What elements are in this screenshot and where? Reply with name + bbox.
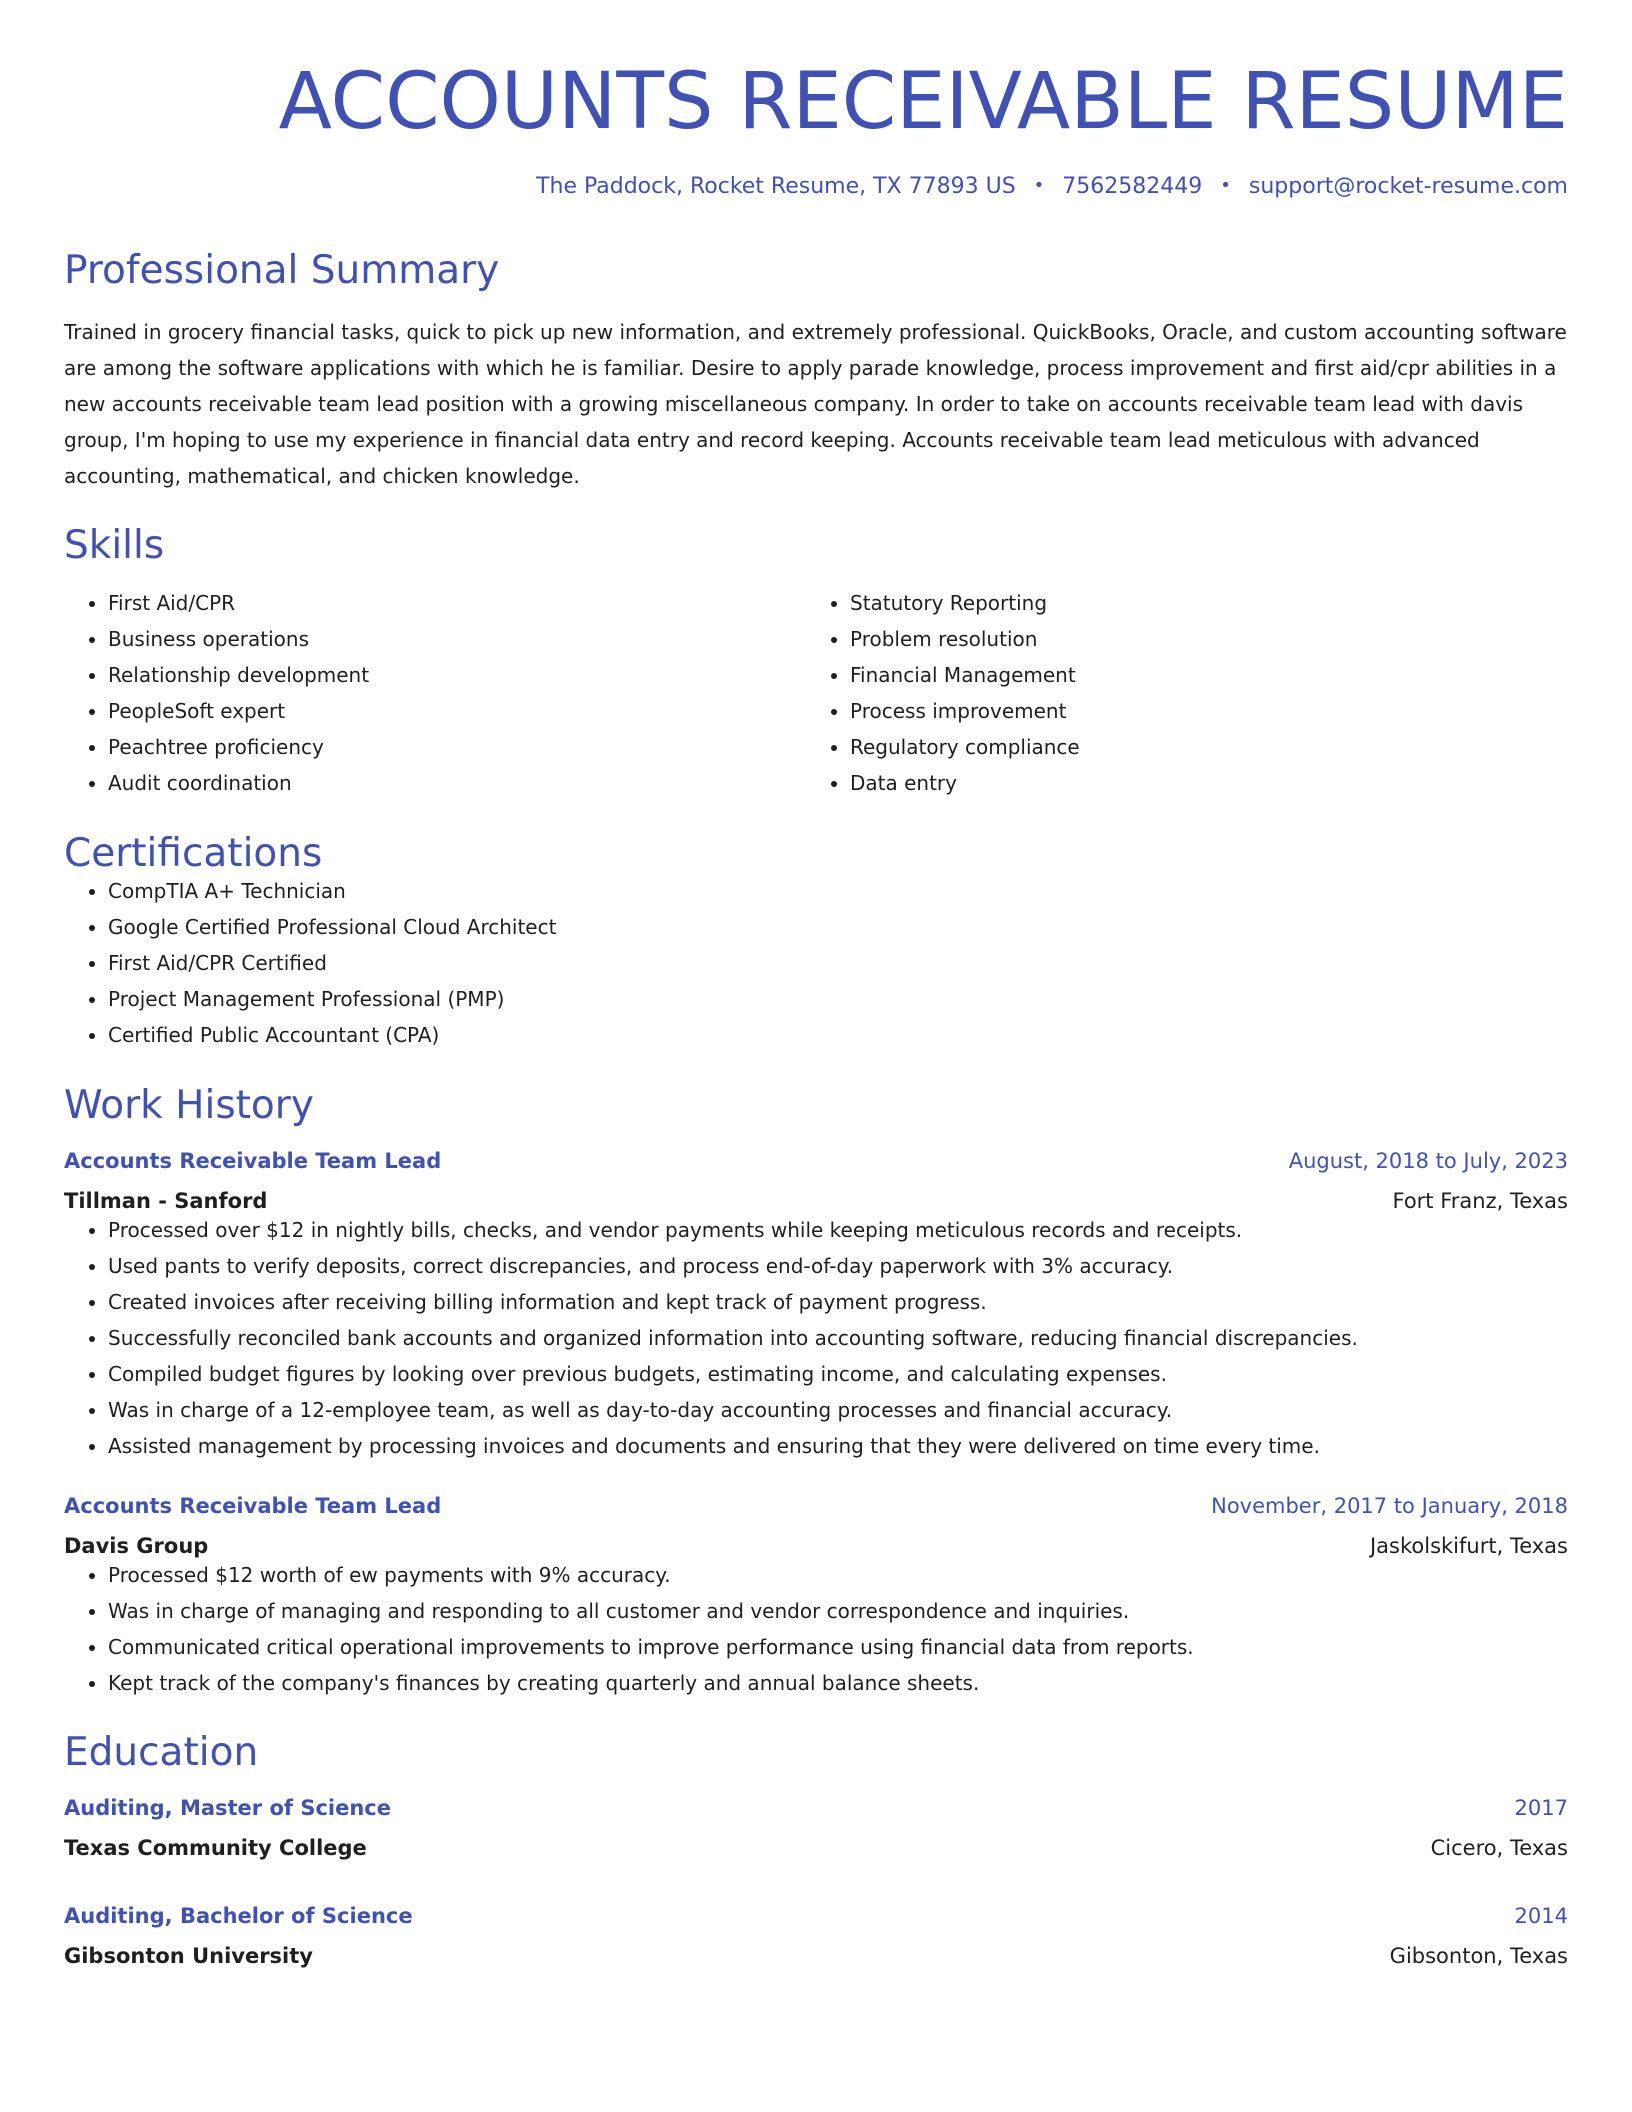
contact-separator: • [1033, 175, 1045, 196]
contact-phone: 7562582449 [1062, 174, 1203, 199]
education-degree: Auditing, Master of Science [64, 1796, 391, 1820]
job-company-row [64, 1536, 1568, 1557]
job-bullet: • Was in charge of managing and responding to all customer and vendor correspondence and inquiries. [108, 1593, 1568, 1629]
job-dates: August, 2018 to July, 2023 [1288, 1149, 1568, 1173]
skill-item: • Problem resolution [850, 621, 1548, 657]
job-bullet: • Successfully reconciled bank accounts and organized information into accounting software, reducing financial discrepancies. [108, 1320, 1568, 1356]
education-year: 2014 [1514, 1904, 1568, 1928]
job-bullet: • Created invoices after receiving billing information and kept track of payment progress. [108, 1284, 1568, 1320]
skill-item: • Financial Management [850, 657, 1548, 693]
skill-item: • Audit coordination [108, 765, 806, 801]
education-location: Cicero, Texas [1430, 1836, 1568, 1860]
skills-column-left [64, 585, 806, 801]
skill-item: • First Aid/CPR [108, 585, 806, 621]
summary-text: Trained in grocery financial tasks, quick to pick up new information, and extremely professional. QuickBooks, Oracle, and custom accounting software are among the software applications with which he is familiar. Desire to apply parade knowledge, process improvement and first aid/cpr abilities in a new accounts receivable team lead position with a growing miscellaneous company. In order to take on accounts receivable team lead with davis group, I'm hoping to use my experience in financial data entry and record keeping. Accounts receivable team lead meticulous with advanced accounting, mathematical, and chicken knowledge. [64, 320, 1567, 488]
job-location: Jaskolskifurt, Texas [1369, 1534, 1568, 1558]
job-location: Fort Franz, Texas [1392, 1189, 1568, 1213]
job-dates: November, 2017 to January, 2018 [1211, 1494, 1568, 1518]
contact-address: The Paddock, Rocket Resume, TX 77893 US [536, 174, 1016, 199]
skill-item: • Data entry [850, 765, 1548, 801]
resume-page [64, 0, 1568, 1967]
job-title: Accounts Receivable Team Lead [64, 1494, 442, 1518]
education-entry [64, 1906, 1568, 1967]
education-school-row [64, 1838, 1568, 1859]
job-bullet: • Compiled budget figures by looking over previous budgets, estimating income, and calculating expenses. [108, 1356, 1568, 1392]
education-entry [64, 1798, 1568, 1859]
resume-title: ACCOUNTS RECEIVABLE RESUME [278, 57, 1568, 147]
job-header-row [64, 1151, 1568, 1172]
job-bullet: • Kept track of the company's finances by creating quarterly and annual balance sheets. [108, 1665, 1568, 1701]
certification-item: • Google Certified Professional Cloud Architect [108, 909, 1568, 945]
education-degree: Auditing, Bachelor of Science [64, 1904, 413, 1928]
skill-item: • Statutory Reporting [850, 585, 1548, 621]
contact-separator: • [1220, 175, 1231, 196]
summary-heading: Professional Summary [64, 248, 500, 293]
job-bullet: • Communicated critical operational improvements to improve performance using financial data from reports. [108, 1629, 1568, 1665]
skills-heading: Skills [64, 523, 165, 568]
job-entry [64, 1496, 1568, 1701]
skills-list-left [64, 585, 806, 801]
job-entry [64, 1151, 1568, 1464]
education-school: Texas Community College [64, 1836, 367, 1860]
education-school-row [64, 1946, 1568, 1967]
contact-line [64, 176, 1568, 198]
job-bullet: • Assisted management by processing invoices and documents and ensuring that they were delivered on time every time. [108, 1428, 1568, 1464]
job-title: Accounts Receivable Team Lead [64, 1149, 442, 1173]
education-year: 2017 [1514, 1796, 1568, 1820]
job-bullets [64, 1557, 1568, 1701]
skills-grid [64, 585, 1568, 801]
skill-item: • Business operations [108, 621, 806, 657]
job-company-row [64, 1191, 1568, 1212]
job-company: Tillman - Sanford [64, 1189, 268, 1213]
education-header-row [64, 1906, 1568, 1927]
certifications-list [64, 873, 1568, 1053]
job-bullet: • Processed over $12 in nightly bills, checks, and vendor payments while keeping meticulous records and receipts. [108, 1212, 1568, 1248]
education-location: Gibsonton, Texas [1389, 1944, 1568, 1968]
skills-list-right [806, 585, 1548, 801]
skill-item: • PeopleSoft expert [108, 693, 806, 729]
job-bullets [64, 1212, 1568, 1464]
work-history-heading: Work History [64, 1083, 314, 1128]
certification-item: • Project Management Professional (PMP) [108, 981, 1568, 1017]
job-bullet: • Processed $12 worth of ew payments with 9% accuracy. [108, 1557, 1568, 1593]
skill-item: • Peachtree proficiency [108, 729, 806, 765]
skills-column-right [806, 585, 1548, 801]
education-header-row [64, 1798, 1568, 1819]
certification-item: • First Aid/CPR Certified [108, 945, 1568, 981]
job-company: Davis Group [64, 1534, 209, 1558]
certification-item: • Certified Public Accountant (CPA) [108, 1017, 1568, 1053]
job-header-row [64, 1496, 1568, 1517]
education-school: Gibsonton University [64, 1944, 313, 1968]
contact-email: support@rocket-resume.com [1248, 174, 1568, 199]
skill-item: • Process improvement [850, 693, 1548, 729]
skill-item: • Relationship development [108, 657, 806, 693]
job-bullet: • Was in charge of a 12-employee team, as well as day-to-day accounting processes and financial accuracy. [108, 1392, 1568, 1428]
education-heading: Education [64, 1730, 259, 1775]
certifications-heading: Certifications [64, 831, 323, 876]
certification-item: • CompTIA A+ Technician [108, 873, 1568, 909]
job-bullet: • Used pants to verify deposits, correct discrepancies, and process end-of-day paperwork with 3% accuracy. [108, 1248, 1568, 1284]
skill-item: • Regulatory compliance [850, 729, 1548, 765]
